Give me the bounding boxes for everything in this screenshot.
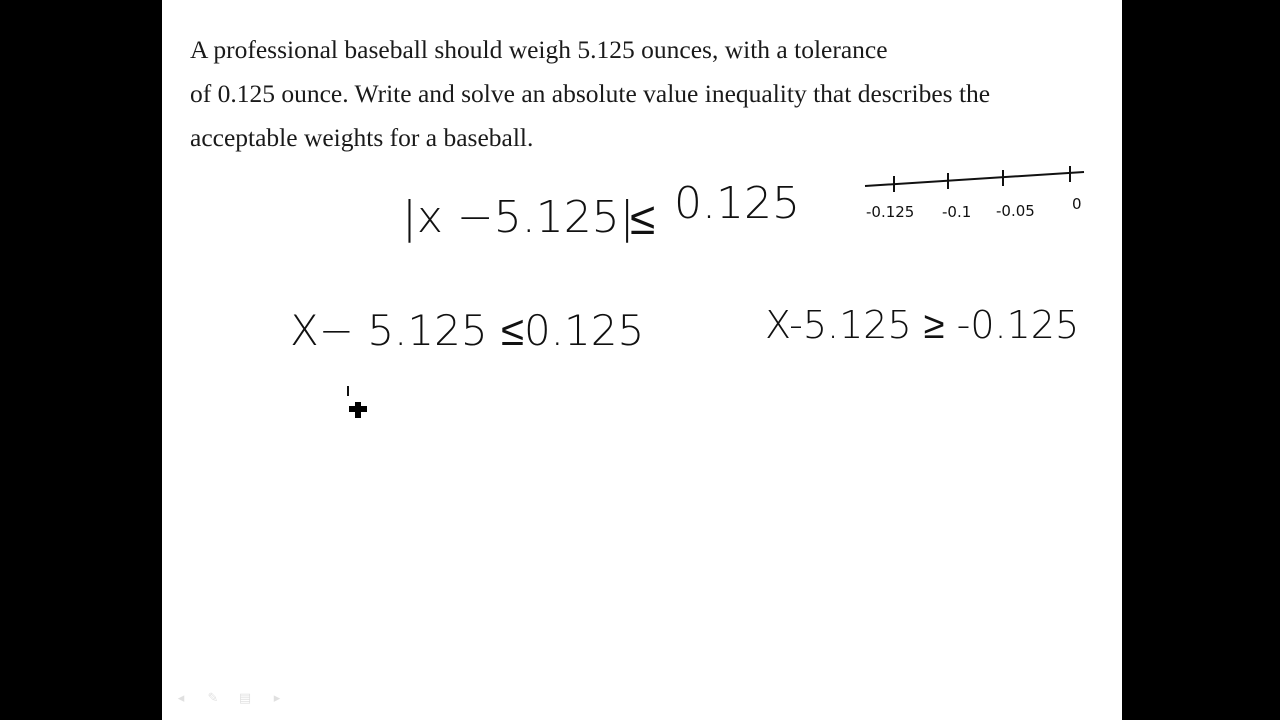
slide-canvas [162,0,1122,720]
number-line-label: -0.125 [866,203,915,221]
number-line-label: -0.05 [996,202,1035,220]
case-two-inequality: X-5.125 ≥ -0.125 [765,303,1080,347]
main-inequality-lhs: |x −5.125| [402,192,635,243]
plus-cursor-icon [347,384,371,424]
main-inequality-operator: ≤ [630,191,656,245]
number-line [865,166,1084,221]
slideshow-toolbar [172,692,286,706]
menu-icon[interactable]: ▤ [238,691,252,706]
number-line-label: -0.1 [942,203,972,221]
problem-line-1: A professional baseball should weigh 5.125 ounces, with a tolerance [190,35,888,64]
main-inequality [402,178,800,245]
problem-line-2: of 0.125 ounce. Write and solve an absolute value inequality that describes the [190,79,991,108]
next-slide-icon[interactable]: ▸ [273,691,281,706]
case-one-inequality: X− 5.125 ≤0.125 [290,306,645,355]
pen-icon[interactable]: ✎ [207,691,219,706]
number-line-label: 0 [1072,195,1082,213]
previous-slide-icon[interactable]: ◂ [177,691,185,706]
problem-line-3: acceptable weights for a baseball. [190,123,534,152]
main-inequality-rhs: 0.125 [674,178,800,229]
problem-statement [190,28,1110,160]
number-line-axis [865,172,1084,186]
